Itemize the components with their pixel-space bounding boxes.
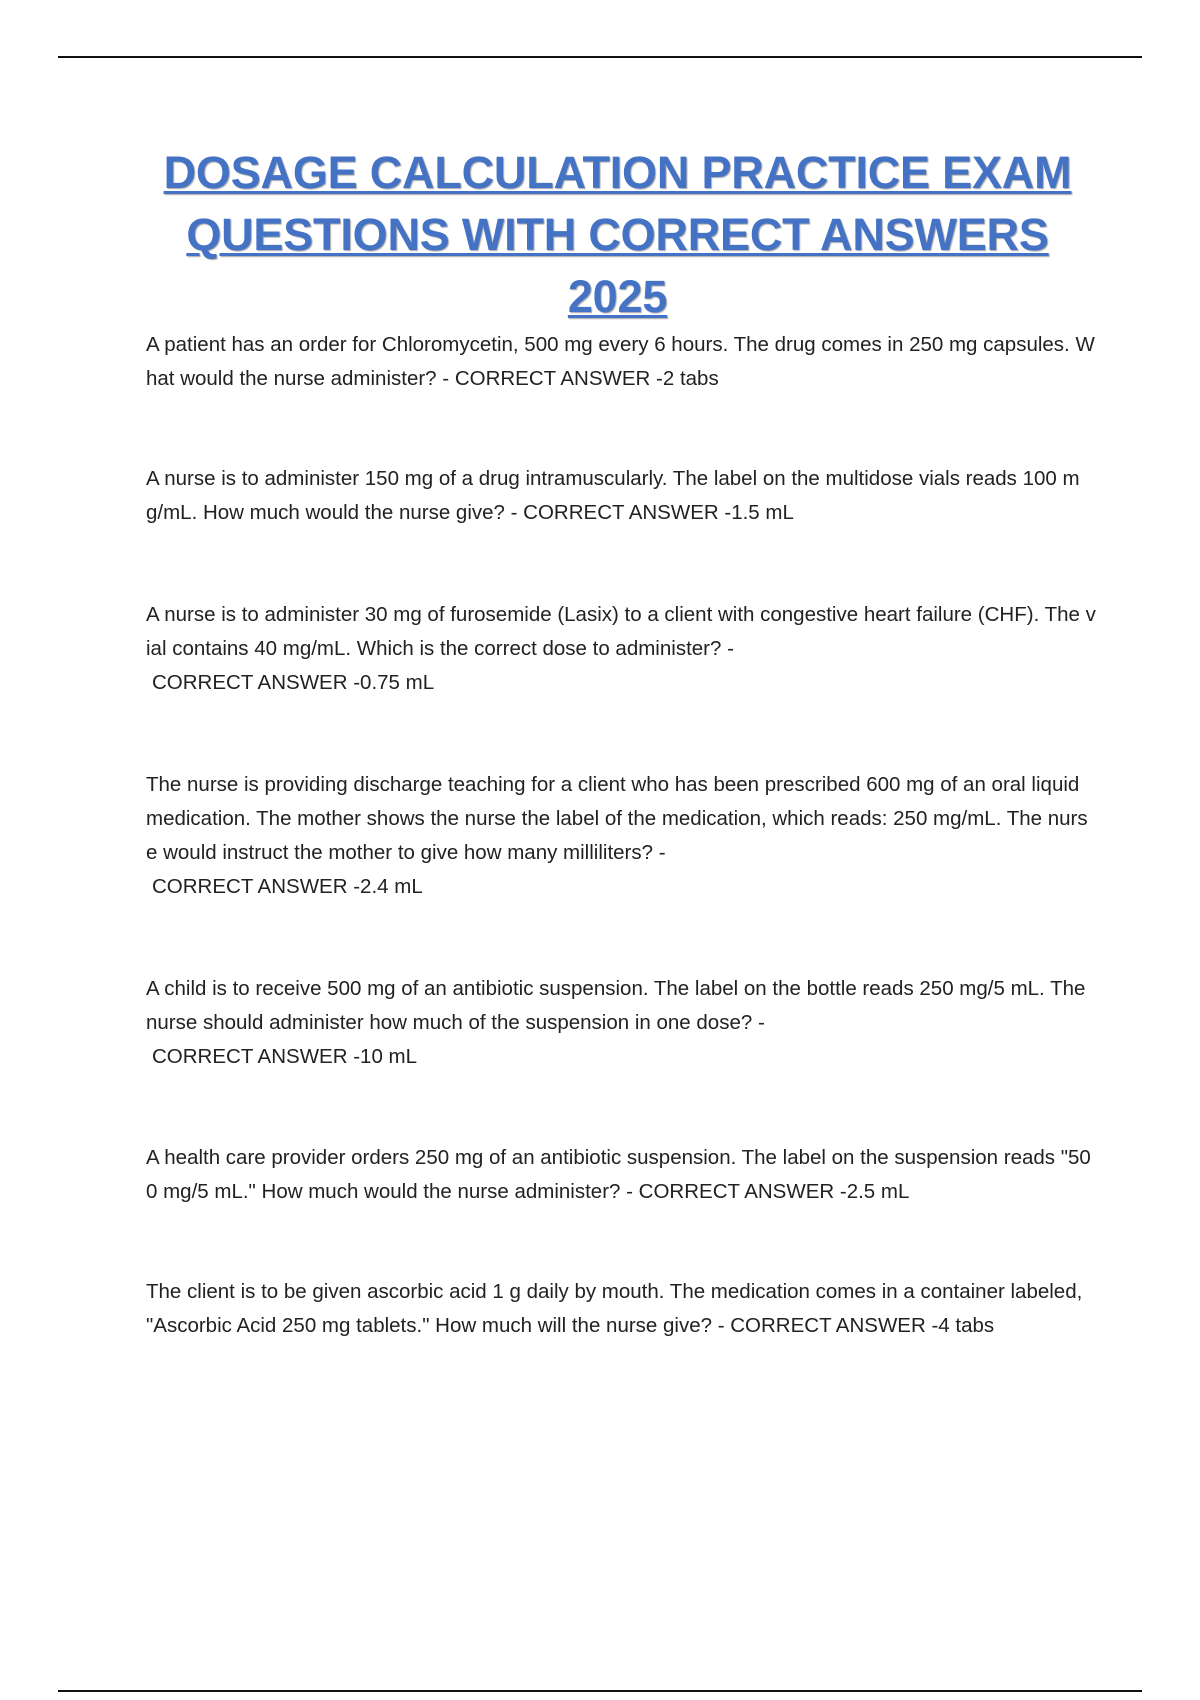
document-title: DOSAGE CALCULATION PRACTICE EXAM QUESTIONS WITH CORRECT ANSWERS 2025 [163,147,1072,322]
question-text: A nurse is to administer 30 mg of furosemide (Lasix) to a client with congestive heart failure (CHF). The vial contains 40 mg/mL. Which is the correct dose to administer? - [146,603,1096,660]
question-text: A child is to receive 500 mg of an antibiotic suspension. The label on the bottle reads 250 mg/5 mL. The nurse should administer how much of the suspension in one dose? - [146,977,1086,1034]
answer-text: CORRECT ANSWER -1.5 mL [523,501,794,524]
header-rule [58,56,1142,58]
question-text: The client is to be given ascorbic acid 1 g daily by mouth. The medication comes in a container labeled, "Ascorbic Acid 250 mg tablets." How much will the nurse give? - [146,1280,1083,1337]
answer-text: CORRECT ANSWER -2 tabs [454,367,719,390]
footer-rule [58,1690,1142,1692]
answer-text: CORRECT ANSWER -10 mL [152,1045,418,1068]
question-item [146,768,1096,904]
answer-text: CORRECT ANSWER -2.5 mL [638,1180,910,1203]
answer-text: CORRECT ANSWER -4 tabs [730,1314,995,1337]
question-text: A patient has an order for Chloromycetin, 500 mg every 6 hours. The drug comes in 250 mg capsules. What would the nurse administer? - [146,333,1095,390]
question-text: The nurse is providing discharge teaching for a client who has been prescribed 600 mg of an oral liquid medication. The mother shows the nurse the label of the medication, which reads: 250 mg/mL. The nurse would instruct the mother to give how many milliliters? - [146,773,1088,864]
answer-text: CORRECT ANSWER -0.75 mL [152,671,435,694]
question-item [146,462,1096,530]
question-item [146,1141,1096,1209]
question-item [146,972,1096,1074]
question-item [146,598,1096,700]
question-item [146,328,1096,396]
answer-text: CORRECT ANSWER -2.4 mL [152,875,423,898]
question-text: A nurse is to administer 150 mg of a drug intramuscularly. The label on the multidose vials reads 100 mg/mL. How much would the nurse give? - [146,467,1080,524]
question-item [146,1275,1096,1343]
question-text: A health care provider orders 250 mg of an antibiotic suspension. The label on the suspension reads "500 mg/5 mL." How much would the nurse administer? - [146,1146,1091,1203]
